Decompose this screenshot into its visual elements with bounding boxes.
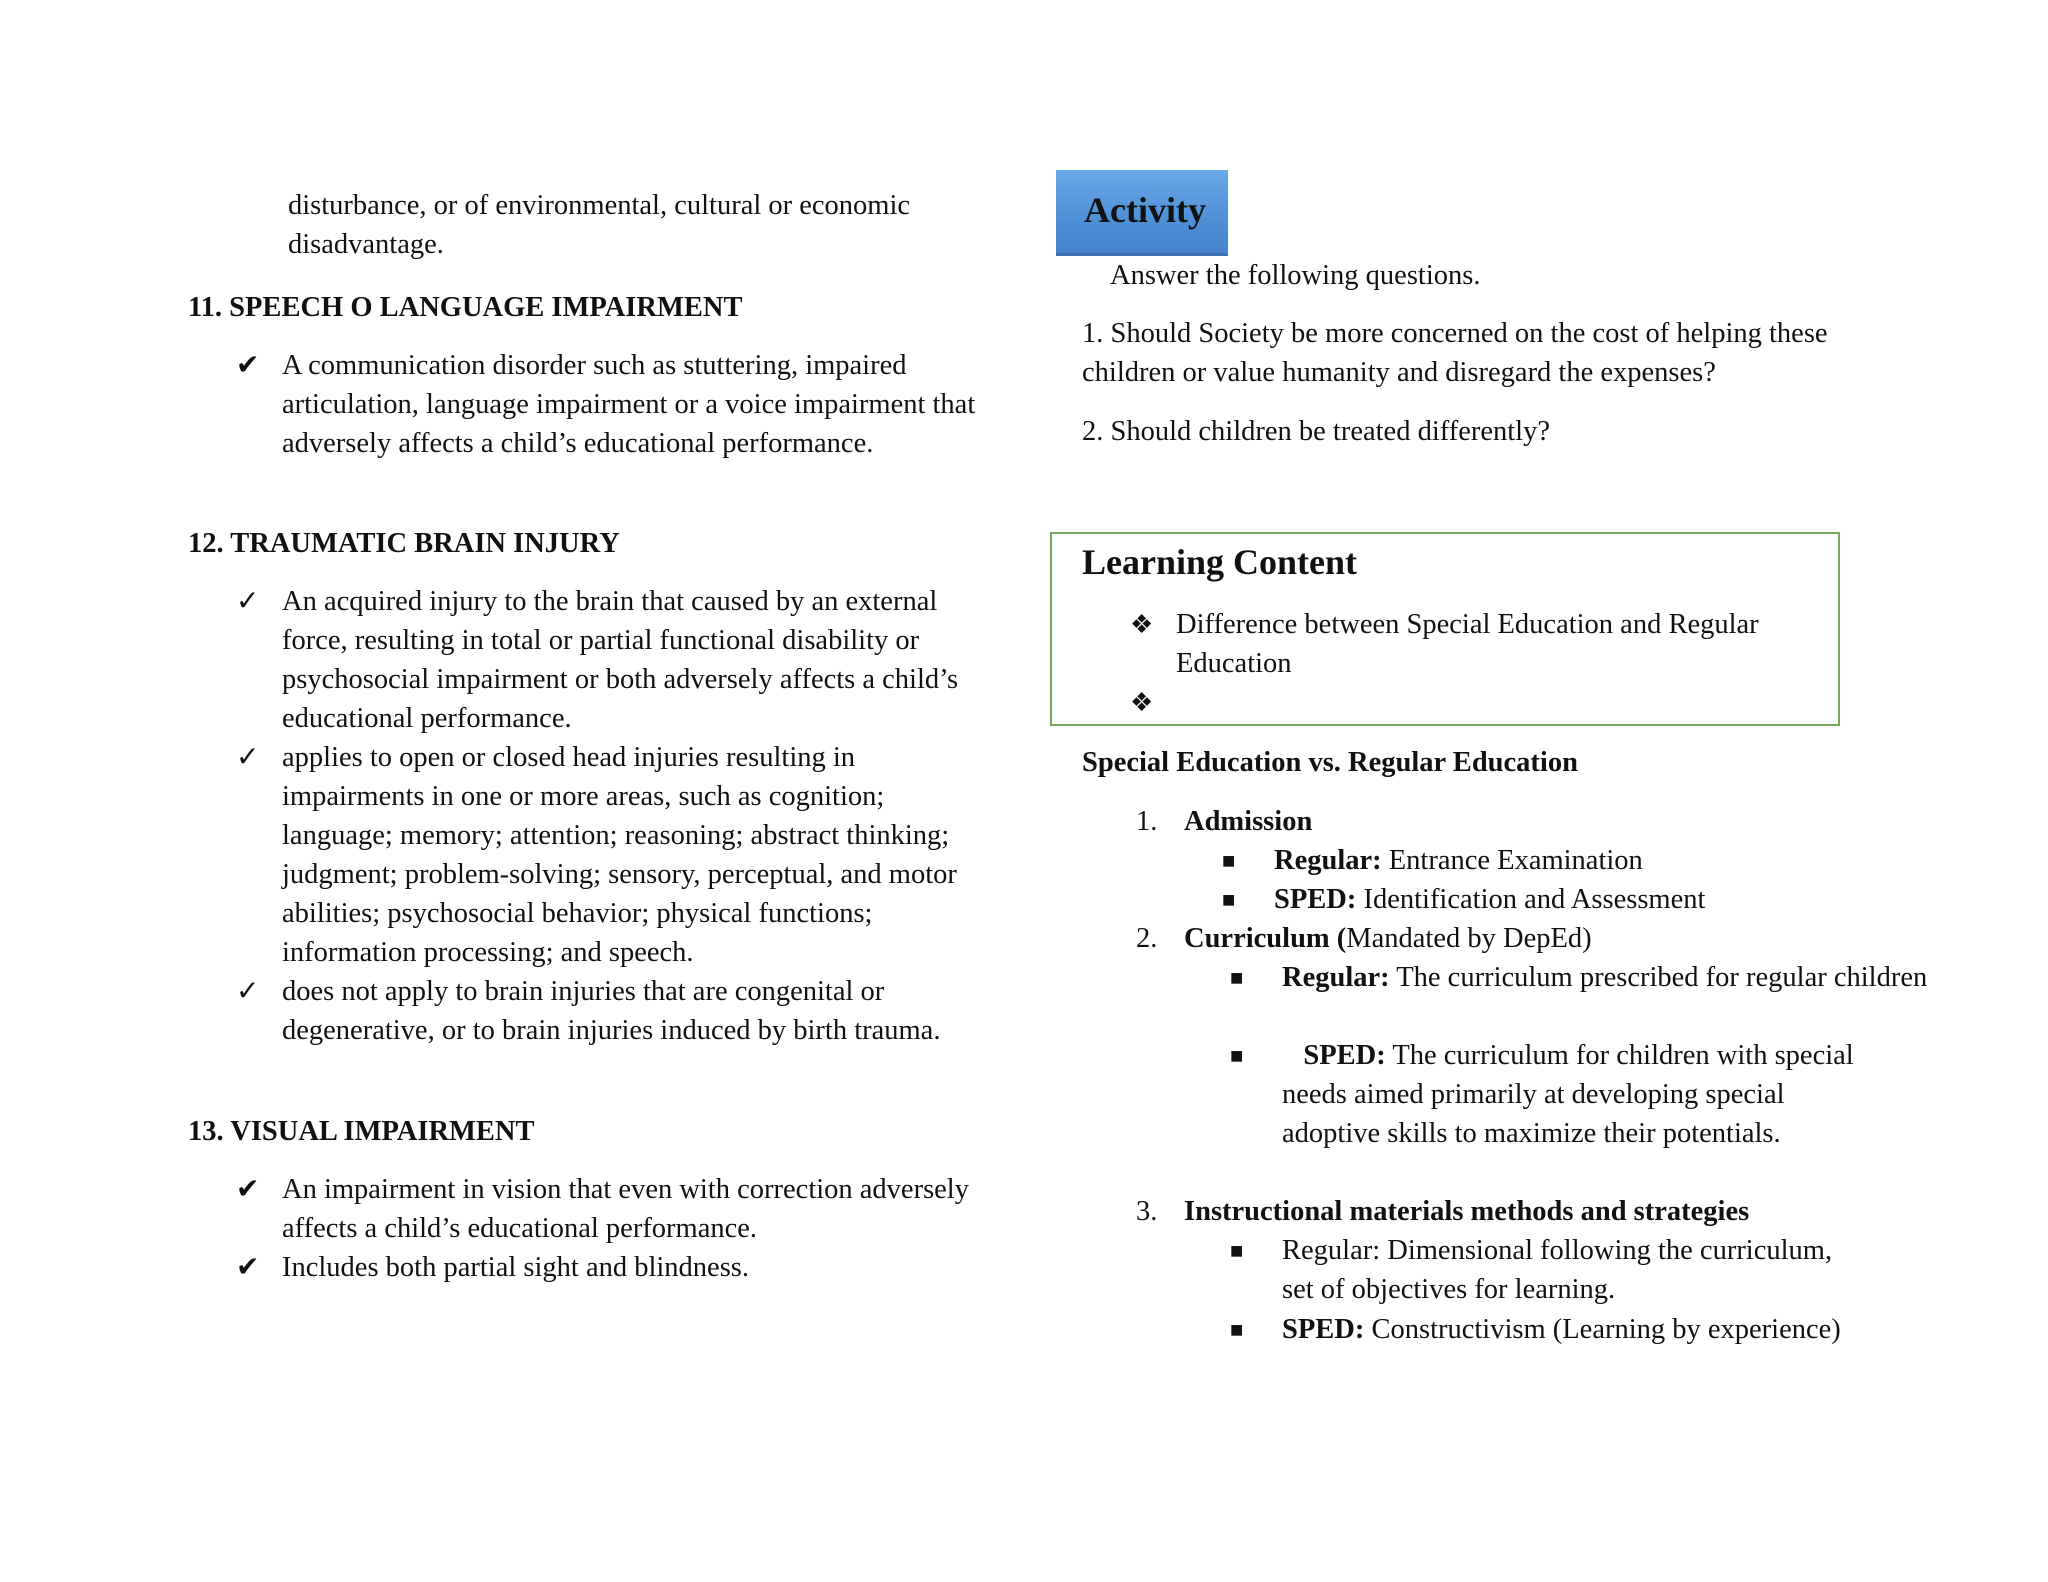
section-heading-speech: 11. SPEECH O LANGUAGE IMPAIRMENT xyxy=(188,292,743,323)
activity-tab: Activity xyxy=(1056,170,1228,256)
checkmark-icon: ✔ xyxy=(236,1174,260,1205)
section-heading-visual: 13. VISUAL IMPAIRMENT xyxy=(188,1116,535,1147)
continuation-text: disturbance, or of environmental, cultural or economic disadvantage. xyxy=(288,190,911,260)
list-item: ✔ Includes both partial sight and blindness. xyxy=(232,1248,992,1287)
list-item: ✓ An acquired injury to the brain that caused by an external force, resulting in total or partial functional disability or psychosocial impairment or both adversely affects a child’s educational performance. xyxy=(232,582,992,738)
activity-question-2: 2. Should children be treated differently? xyxy=(1082,416,1550,447)
checklist-tbi xyxy=(232,582,992,1050)
square-bullet-icon: ■ xyxy=(1230,1238,1244,1263)
list-item: ✓ does not apply to brain injuries that are congenital or degenerative, or to brain injuries induced by birth trauma. xyxy=(232,972,992,1050)
square-bullet-icon: ■ xyxy=(1230,965,1244,990)
comparison-title: Special Education vs. Regular Education xyxy=(1082,747,1578,778)
comparison-item-admission: 1. Admission xyxy=(1136,806,1313,837)
learning-content-list xyxy=(1126,605,1836,722)
comparison-sub-item: ■ Regular: The curriculum prescribed for regular children xyxy=(1230,958,1942,997)
comparison-sub-item: ■ Regular: Dimensional following the curriculum, set of objectives for learning. xyxy=(1230,1231,1862,1309)
checklist-speech xyxy=(232,346,992,463)
section-heading-tbi: 12. TRAUMATIC BRAIN INJURY xyxy=(188,528,620,559)
activity-instruction: Answer the following questions. xyxy=(1110,260,1481,291)
activity-question-1: 1. Should Society be more concerned on the cost of helping these children or value humanity and disregard the expenses? xyxy=(1082,318,1828,388)
list-item: ❖ Difference between Special Education and Regular Education xyxy=(1126,605,1836,683)
square-bullet-icon: ■ xyxy=(1222,848,1236,873)
square-bullet-icon: ■ xyxy=(1230,1043,1244,1068)
comparison-sub-item: ■ Regular: Entrance Examination xyxy=(1222,841,1914,880)
checkmark-icon: ✔ xyxy=(236,1252,260,1283)
comparison-item-curriculum: 2. Curriculum (Mandated by DepEd) xyxy=(1136,923,1592,954)
checkmark-icon: ✓ xyxy=(236,586,260,617)
checkmark-icon: ✔ xyxy=(236,350,260,381)
checklist-visual xyxy=(232,1170,992,1287)
square-bullet-icon: ■ xyxy=(1230,1317,1244,1342)
learning-content-title: Learning Content xyxy=(1082,542,1358,582)
list-item: ✓ applies to open or closed head injuries resulting in impairments in one or more areas, such as cognition; language; memory; attention; reasoning; abstract thinking; judgment; problem-solving; sensory, perceptual, and motor abilities; psychosocial behavior; physical functions; information processing; and speech. xyxy=(232,738,992,972)
diamond-bullet-icon: ❖ xyxy=(1130,688,1154,717)
square-bullet-icon: ■ xyxy=(1222,887,1236,912)
list-item xyxy=(1126,683,1836,722)
comparison-sub-item: ■ SPED: Constructivism (Learning by experience) xyxy=(1230,1310,1842,1349)
comparison-sub-item: ■ SPED: Identification and Assessment xyxy=(1222,880,1914,919)
list-item: ✔ An impairment in vision that even with correction adversely affects a child’s educational performance. xyxy=(232,1170,992,1248)
comparison-item-instructional: 3. Instructional materials methods and strategies xyxy=(1136,1196,1750,1227)
list-item: ✔ A communication disorder such as stuttering, impaired articulation, language impairment or a voice impairment that adversely affects a child’s educational performance. xyxy=(232,346,992,463)
diamond-bullet-icon: ❖ xyxy=(1130,610,1154,639)
checkmark-icon: ✓ xyxy=(236,742,260,773)
checkmark-icon: ✓ xyxy=(236,976,260,1007)
comparison-sub-item: ■ SPED: The curriculum for children with special needs aimed primarily at developing special adoptive skills to maximize their potentials. xyxy=(1230,1036,1882,1153)
